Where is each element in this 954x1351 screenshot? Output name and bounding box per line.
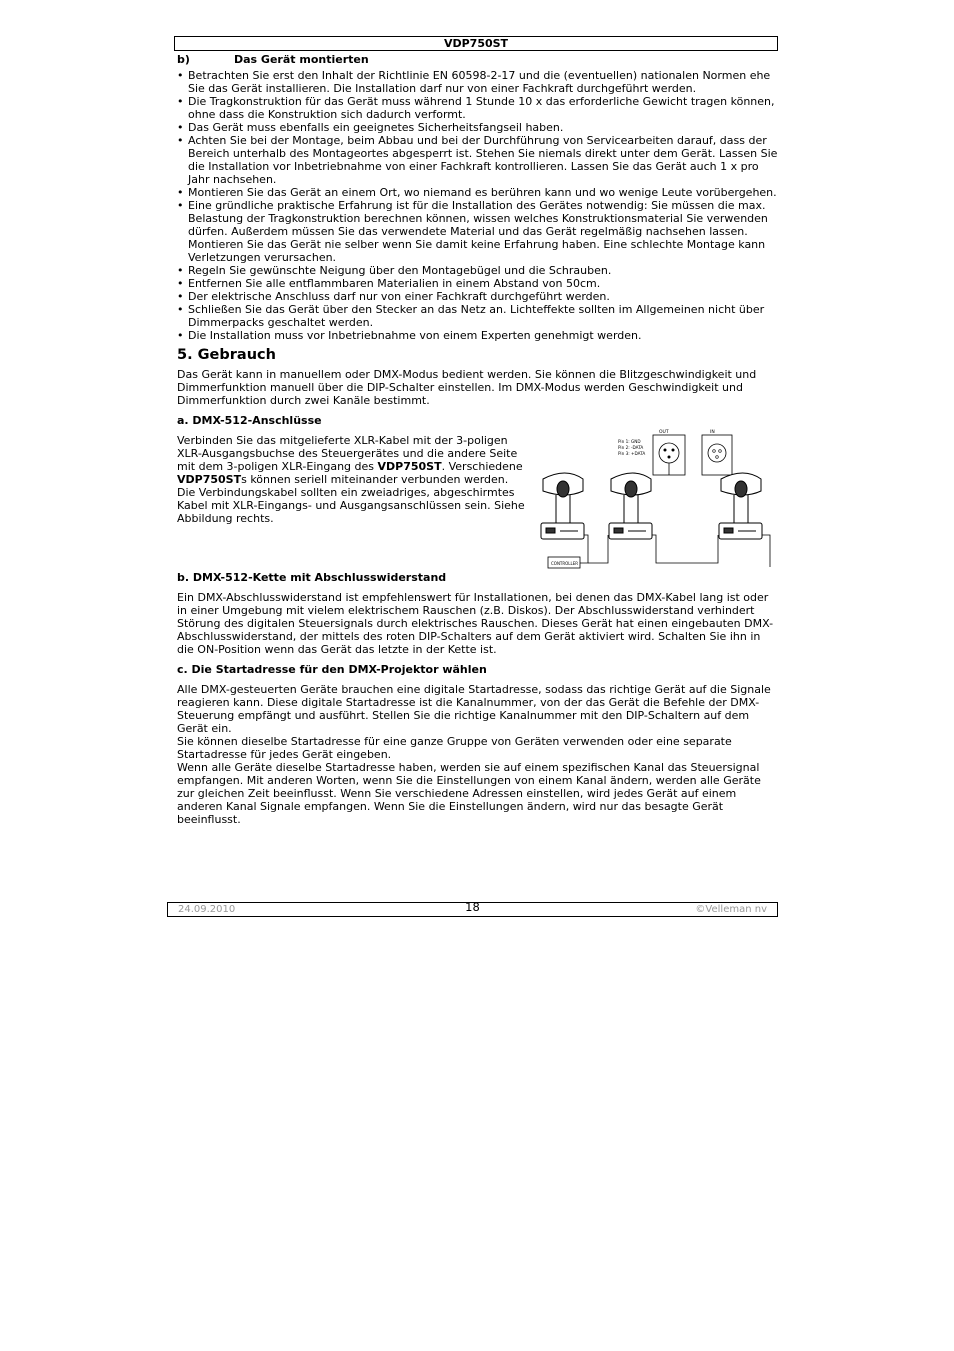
dmx-connection-figure [538, 427, 785, 571]
mounting-bullet-list [177, 69, 778, 342]
subsection-b-title: b. DMX-512-Kette mit Abschlusswiderstand [177, 571, 447, 584]
page-number: 18 [465, 900, 480, 914]
bullet-item: • Der elektrische Anschluss darf nur von einer Fachkraft durchgeführt werden. [177, 290, 778, 303]
footer-date: 24.09.2010 [178, 904, 236, 915]
out-label: OUT [659, 430, 669, 435]
subsection-c-title: c. Die Startadresse für den DMX-Projektor wählen [177, 663, 487, 676]
out-connector-icon [659, 443, 679, 463]
page-footer [167, 902, 778, 917]
page-header [174, 36, 778, 51]
footer-copyright: ©Velleman nv [695, 904, 767, 915]
dmx-diagram [538, 427, 785, 571]
subsection-a-title: a. DMX-512-Anschlüsse [177, 414, 322, 427]
bullet-item: • Die Installation muss vor Inbetriebnahme von einem Experten genehmigt werden. [177, 329, 778, 342]
bullet-item: • Regeln Sie gewünschte Neigung über den Montagebügel und die Schrauben. [177, 264, 778, 277]
bullet-item: • Entfernen Sie alle entflammbaren Materialien in einem Abstand von 50cm. [177, 277, 778, 290]
subsection-c-paragraph-2: Sie können dieselbe Startadresse für eine ganze Gruppe von Geräten verwenden oder eine separate Startadresse für jedes Gerät eingeben. [177, 735, 732, 761]
dmx-cables [578, 535, 770, 567]
section-b-heading [177, 53, 778, 66]
section-b-label: b) [177, 53, 190, 66]
in-connector-box [702, 435, 732, 475]
section-5-title: 5. Gebrauch [177, 347, 276, 363]
subsection-c-paragraph-1: Alle DMX-gesteuerten Geräte brauchen eine digitale Startadresse, sodass das richtige Gerät auf die Signale reagieren kann. Diese digitale Startadresse ist die Kanalnummer, von der das Gerät die Befehle der DMX-Steuerung empfängt und ausführt. Stellen Sie die richtige Kanalnummer mit den DIP-Schaltern auf dem Gerät ein. [177, 683, 771, 735]
page-body [177, 52, 778, 826]
bullet-item: • Montieren Sie das Gerät an einem Ort, wo niemand es berühren kann und wo wenige Leute vorübergehen. [177, 186, 778, 199]
model-name: VDP750ST [177, 473, 242, 486]
controller-label: CONTROLLER [551, 561, 579, 566]
section-b-title: Das Gerät montierten [234, 53, 369, 66]
moving-head-icon [541, 473, 584, 539]
subsection-c-paragraph-3: Wenn alle Geräte dieselbe Startadresse haben, werden sie auf einem spezifischen Kanal das Steuersignal empfangen. Mit anderen Worten, wenn Sie die Einstellungen von einem Kanal ändern, werden alle Geräte zur gleichen Zeit beeinflusst. Wenn Sie verschiedene Adressen einstellen, wird jedes Gerät auf einem anderen Kanal Signale empfangen. Wenn Sie die Einstellungen ändern, wird nur das besagte Gerät beeinflusst. [177, 761, 761, 826]
bullet-item: • Eine gründliche praktische Erfahrung ist für die Installation des Gerätes notwendig: Sie müssen die max. Belastung der Tragkonstruktion berechnen können, wissen welches Konstruktionsmaterial Sie verwenden dürfen. Außerdem müssen Sie das verwendete Material und das Gerät regelmäßig nachsehen lassen. Montieren Sie das Gerät nie selber wenn Sie damit keine Erfahrung haben. Eine schlechte Montage kann Verletzungen verursachen. [177, 199, 778, 264]
bullet-item: • Betrachten Sie erst den Inhalt der Richtlinie EN 60598-2-17 und die (eventuellen) nationalen Normen ehe Sie das Gerät installieren. Die Installation darf nur von einer Fachkraft durchgeführt werden. [177, 69, 778, 95]
pin-3-label: Pin 3: +DATA [618, 451, 646, 456]
pin-2-label: Pin 2: -DATA [618, 445, 644, 450]
header-title: VDP750ST [443, 37, 509, 50]
bullet-item: • Schließen Sie das Gerät über den Stecker an das Netz an. Lichteffekte sollten im Allgemeinen nicht über Dimmerpacks geschaltet werden. [177, 303, 778, 329]
in-connector-icon [708, 444, 726, 462]
bullet-item: • Achten Sie bei der Montage, beim Abbau und bei der Durchführung von Servicearbeiten darauf, dass der Bereich unterhalb des Montageortes abgesperrt ist. Stehen Sie niemals direkt unter dem Gerät. Lassen Sie die Installation vor Inbetriebnahme von einer Fachkraft kontrollieren. Lassen Sie das Gerät auch 1 x pro Jahr nachsehen. [177, 134, 778, 186]
bullet-item: • Das Gerät muss ebenfalls ein geeignetes Sicherheitsfangseil haben. [177, 121, 778, 134]
moving-head-icon [719, 473, 762, 539]
moving-head-icon [609, 473, 652, 539]
pin-1-label: Pin 1: GND [618, 439, 641, 444]
subsection-a-text: Verbinden Sie das mitgelieferte XLR-Kabel mit der 3-poligen XLR-Ausgangsbuchse des Steuergerätes und die andere Seite mit dem 3-poligen XLR-Eingang des VDP750ST. Verschiedene VDP750STs können seriell miteinander verbunden werden. Die Verbindungskabel sollten ein zweiadriges, abgeschirmtes Kabel mit XLR-Eingangs- und Ausgangsanschlüssen sein. Siehe Abbildung rechts. [177, 434, 525, 525]
section-5-intro: Das Gerät kann in manuellem oder DMX-Modus bedient werden. Sie können die Blitzgeschwindigkeit und Dimmerfunktion manuell über die DIP-Schalter einstellen. Im DMX-Modus werden Geschwindigkeit und Dimmerfunktion durch zwei Kanäle bestimmt. [177, 368, 757, 407]
subsection-b-text: Ein DMX-Abschlusswiderstand ist empfehlenswert für Installationen, bei denen das DMX-Kabel lang ist oder in einer Umgebung mit vielem elektrischem Rauschen (z.B. Diskos). Der Abschlusswiderstand verhindert Störung des digitalen Steuersignals durch elektrisches Rauschen. Dieses Gerät hat einen eingebauten DMX-Abschlusswiderstand, der mittels des roten DIP-Schalters auf dem Gerät aktiviert wird. Schalten Sie ihn in die ON-Position wenn das Gerät das letzte in der Kette ist. [177, 591, 774, 656]
bullet-item: • Die Tragkonstruktion für das Gerät muss während 1 Stunde 10 x das erforderliche Gewicht tragen können, ohne dass die Konstruktion sich dadurch verformt. [177, 95, 778, 121]
in-label: IN [710, 430, 715, 435]
model-name: VDP750ST [377, 460, 442, 473]
